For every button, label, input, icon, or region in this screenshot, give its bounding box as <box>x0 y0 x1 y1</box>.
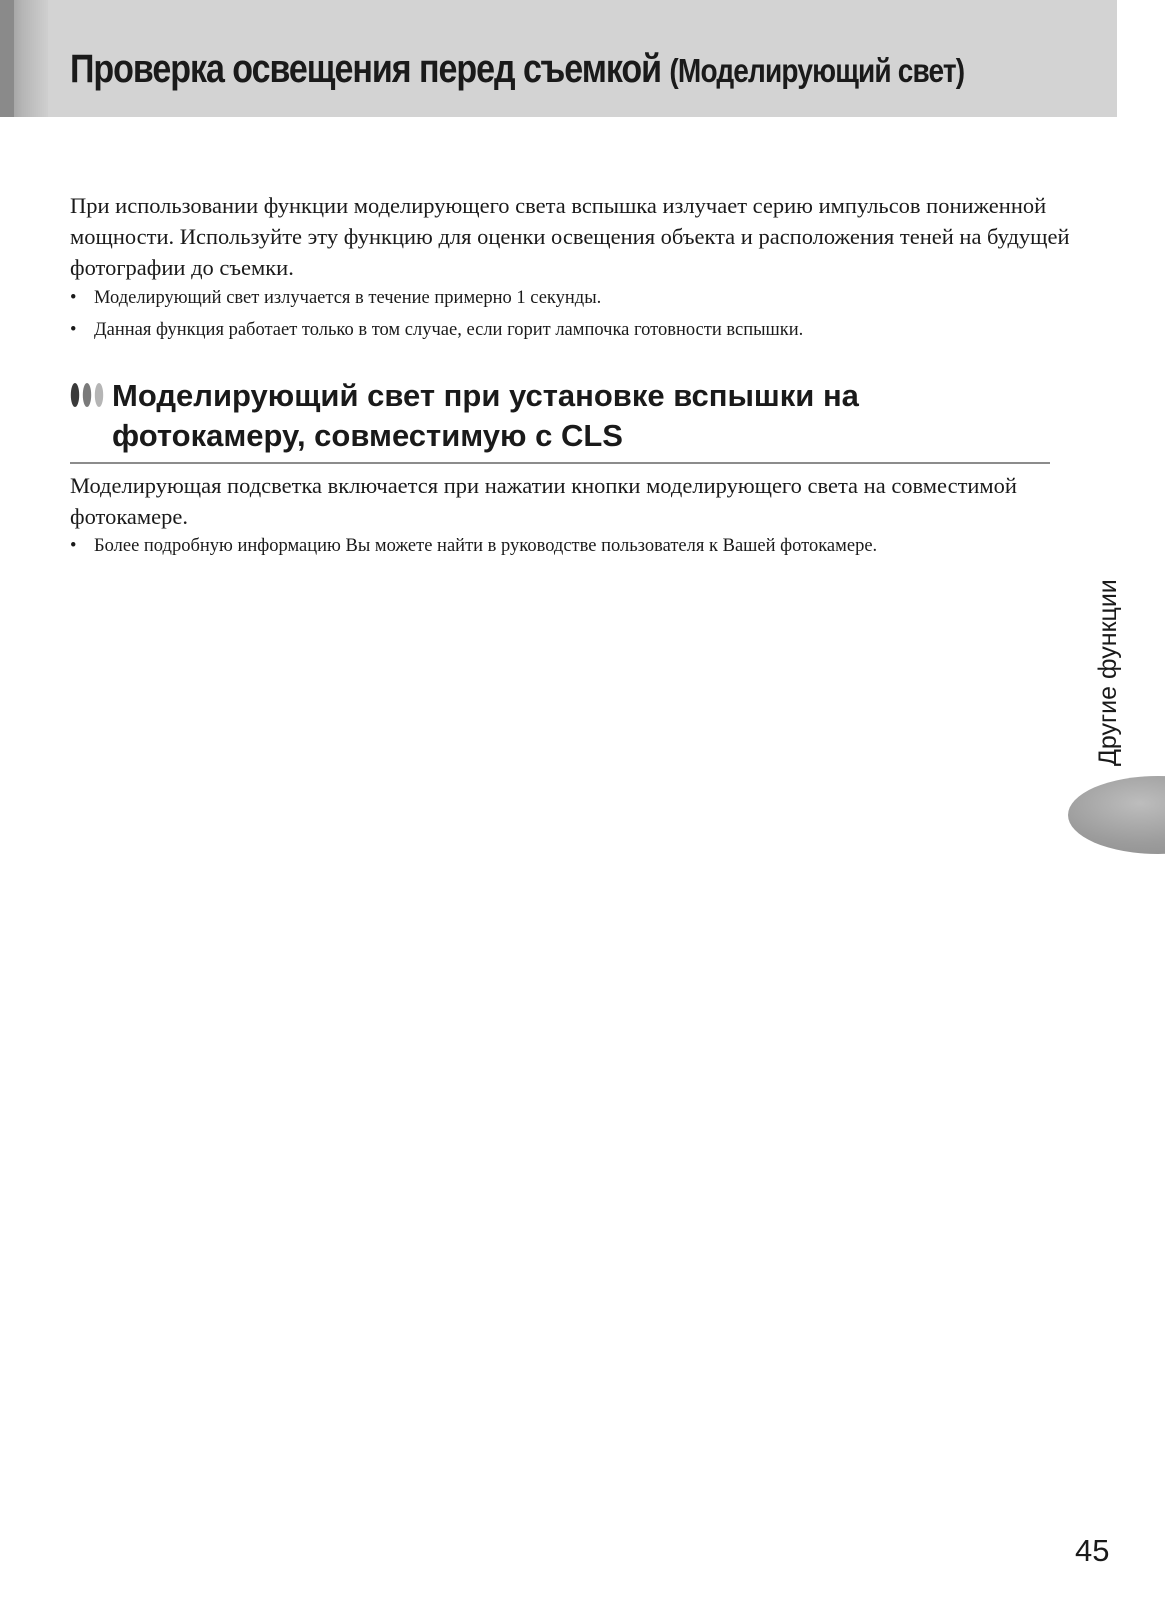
section-heading <box>70 376 1050 464</box>
page-title <box>70 45 964 95</box>
bullet-text: Данная функция работает только в том случае, если горит лампочка готовности вспышки. <box>94 320 804 340</box>
bullet-icon: • <box>70 320 77 340</box>
section-paragraph: Моделирующая подсветка включается при нажатии кнопки моделирующего света на совместимой фотокамере. <box>70 473 1017 529</box>
bullet-text: Моделирующий свет излучается в течение примерно 1 секунды. <box>94 288 602 308</box>
bullet-icon: • <box>70 536 77 556</box>
title-bar-edge <box>0 0 14 117</box>
page-title-main: Проверка освещения перед съемкой <box>70 47 662 91</box>
side-tab-marker <box>1068 776 1165 854</box>
bullet-text: Более подробную информацию Вы можете найти в руководстве пользователя к Вашей фотокамере. <box>94 536 878 556</box>
section-bullet-list <box>70 534 1070 559</box>
bullet-icon: • <box>70 288 77 308</box>
page-number: 45 <box>1075 1533 1110 1568</box>
intro-bullet-list <box>70 285 1070 344</box>
section-title-line-1: Моделирующий свет при установке вспышки на <box>112 378 859 413</box>
section-title <box>112 376 859 456</box>
page-title-sub: (Моделирующий свет) <box>669 52 965 89</box>
list-item <box>70 534 1070 559</box>
section-marker-icon <box>70 380 106 410</box>
side-tab-label: Другие функции <box>1094 579 1122 766</box>
intro-paragraph: При использовании функции моделирующего света вспышка излучает серию импульсов пониженной мощности. Используйте эту функцию для оценки освещения объекта и расположения теней на будущей фотографии до съемки. <box>70 193 1070 280</box>
list-item <box>70 317 1070 344</box>
list-item <box>70 285 1070 312</box>
section-title-line-2: фотокамеру, совместимую с CLS <box>112 418 623 453</box>
